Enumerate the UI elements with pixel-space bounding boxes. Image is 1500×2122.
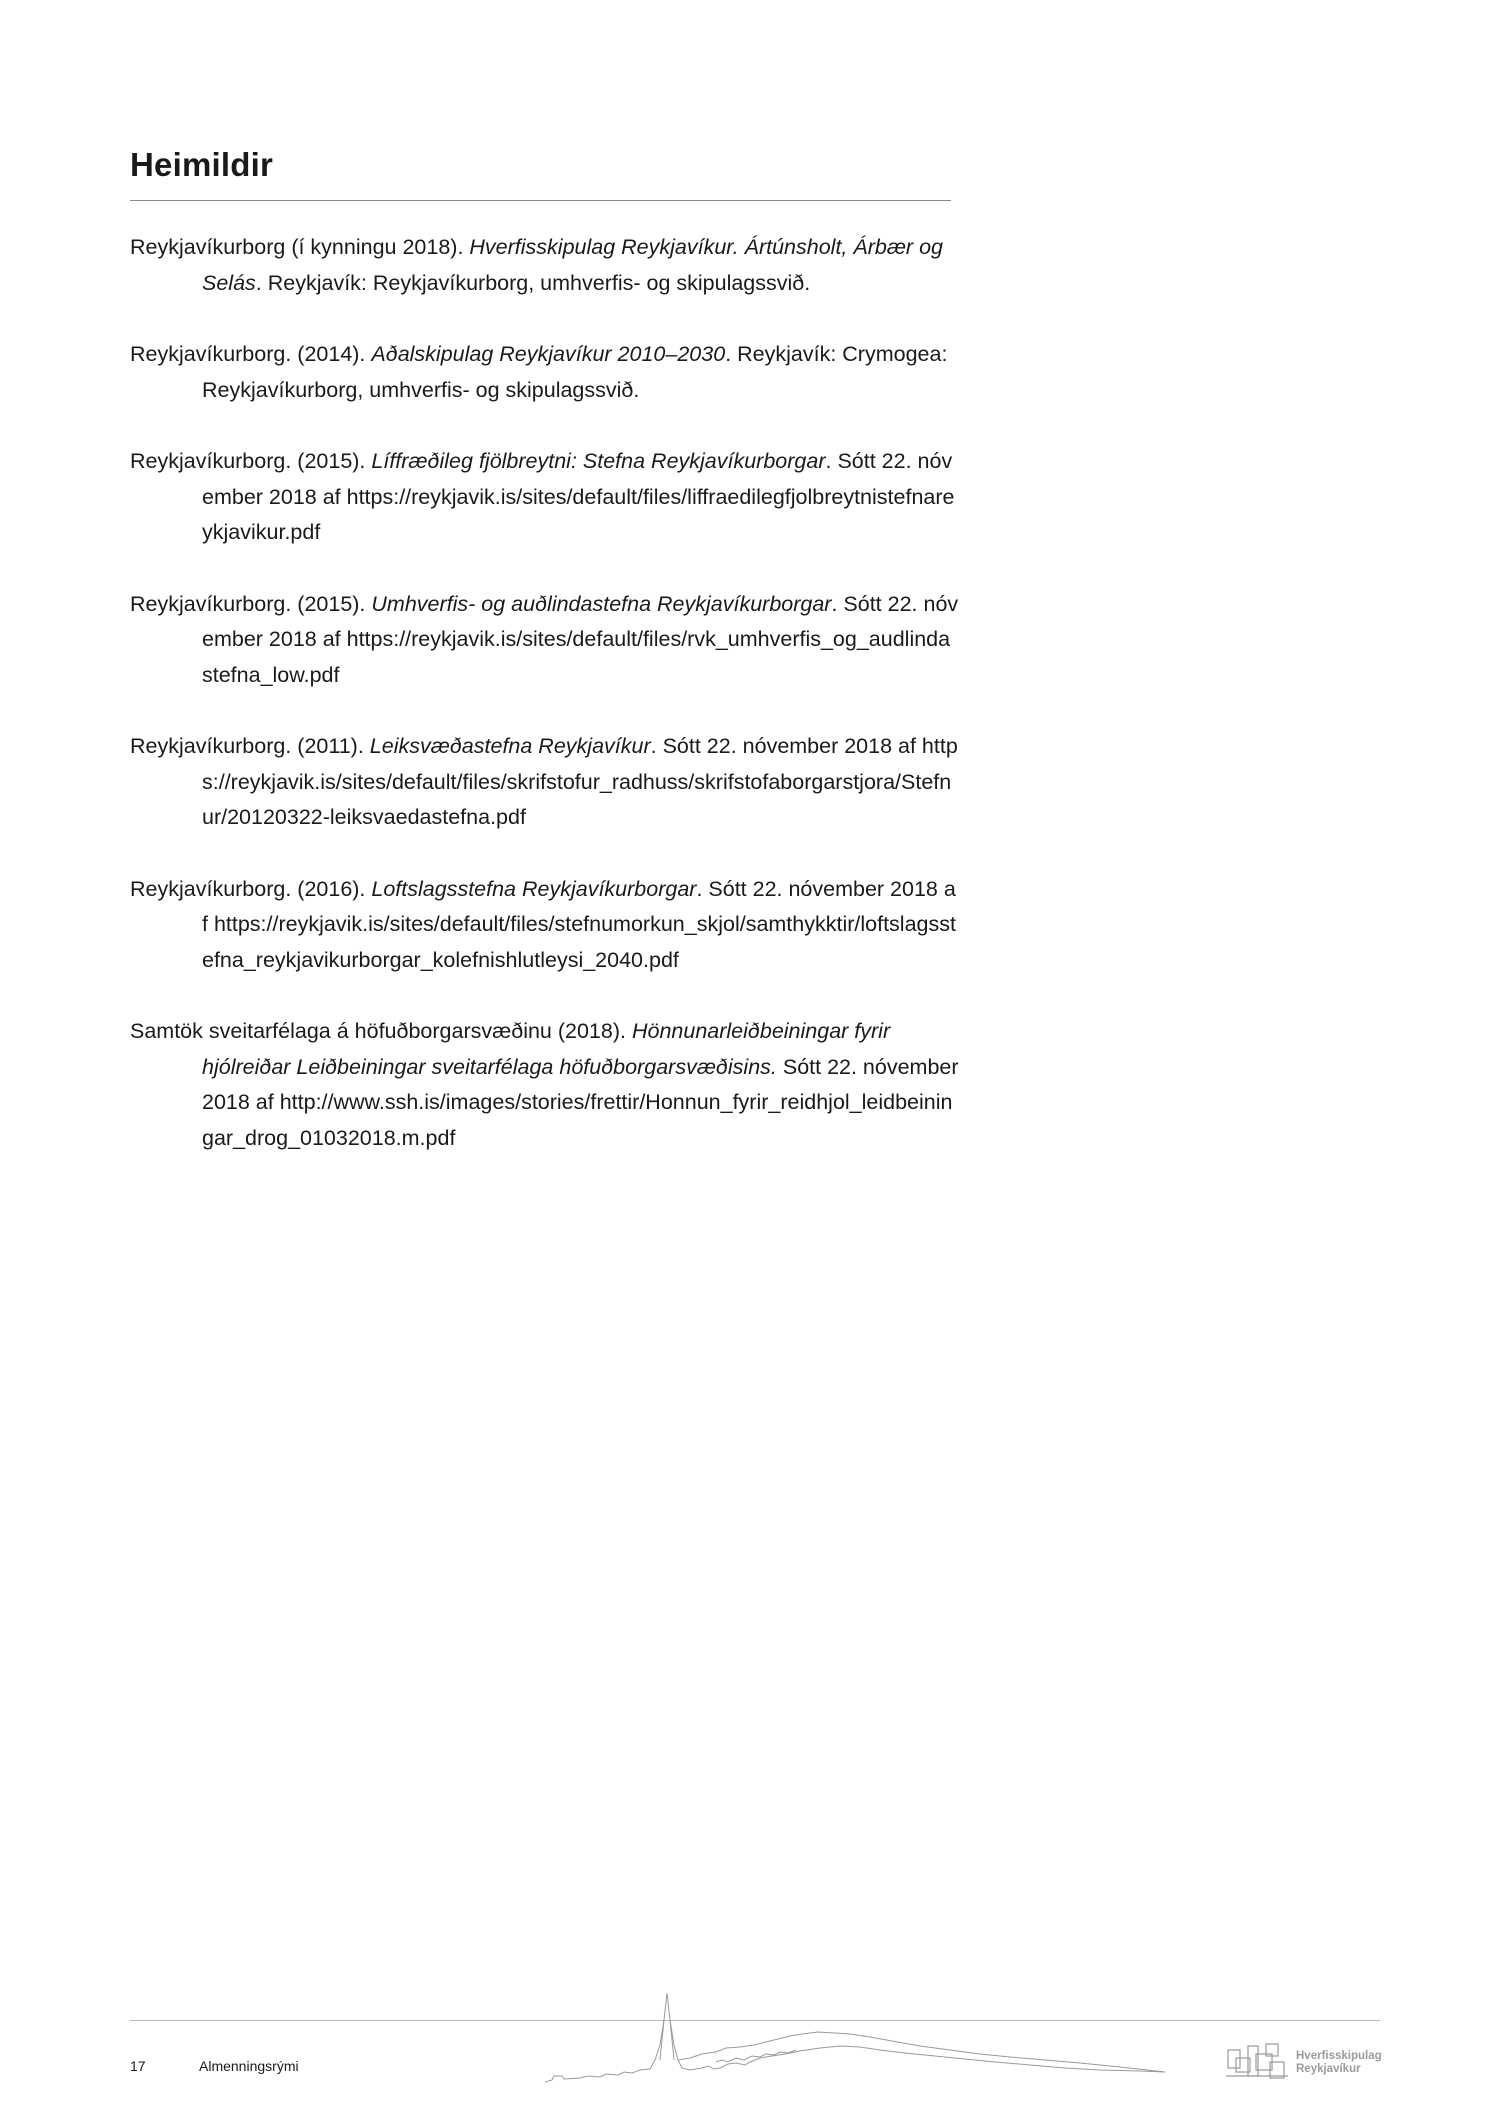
reference-author-year: Samtök sveitarfélaga á höfuðborgarsvæðinu (2018). [130, 1019, 632, 1043]
logo-line-2: Reykjavíkur [1296, 2063, 1361, 2075]
reference-item [130, 729, 960, 836]
section-name: Almenningsrými [199, 2058, 299, 2074]
heading-divider [130, 200, 951, 201]
logo-wordmark [1296, 2050, 1382, 2076]
reference-list [130, 230, 960, 1192]
reference-title: Hönnunarleiðbeiningar fyrir hjólreiðar Leiðbeiningar sveitarfélaga höfuðborgarsvæðisins. [202, 1019, 891, 1079]
reference-item [130, 872, 960, 979]
reference-author-year: Reykjavíkurborg. (2014). [130, 342, 372, 366]
reference-author-year: Reykjavíkurborg. (2015). [130, 449, 372, 473]
reference-source: . Sótt 22. nóvember 2018 af https://reykjavik.is/sites/default/files/rvk_umhverfis_og_audlindastefna_low.pdf [202, 591, 959, 687]
reference-title: Líffræðileg fjölbreytni: Stefna Reykjavíkurborgar [371, 449, 826, 473]
reference-item [130, 587, 960, 694]
reference-source: . Reykjavík: Crymogea: Reykjavíkurborg, umhverfis- og skipulagssvið. [202, 342, 948, 402]
skyline-icon [540, 1990, 1170, 2090]
page-number: 17 [130, 2058, 146, 2074]
reference-source: . Reykjavík: Reykjavíkurborg, umhverfis- og skipulagssvið. [255, 270, 811, 295]
reference-item [130, 1014, 960, 1156]
reference-title: Leiksvæðastefna Reykjavíkur [369, 734, 651, 758]
reference-title: Hverfisskipulag Reykjavíkur. Ártúnsholt, Árbær og Selás [202, 235, 943, 295]
reference-source: . Sótt 22. nóvember 2018 af https://reykjavik.is/sites/default/files/stefnumorkun_skjol/samthykktir/loftslagsstefna_reykjavikurborgar_kolefnishlutleysi_2040.pdf [202, 876, 956, 972]
hverfisskipulag-logo [1226, 2040, 1386, 2082]
reference-source: Sótt 22. nóvember 2018 af http://www.ssh.is/images/stories/frettir/Honnun_fyrir_reidhjol_leidbeiningar_drog_01032018.m.pdf [202, 1054, 959, 1150]
reference-title: Loftslagsstefna Reykjavíkurborgar [371, 876, 697, 901]
reference-item [130, 444, 960, 551]
logo-line-1: Hverfisskipulag [1296, 2050, 1382, 2062]
page-heading: Heimildir [130, 146, 274, 183]
reference-author-year: Reykjavíkurborg. (2016). [130, 876, 372, 901]
reference-author-year: Reykjavíkurborg. (2011). [130, 734, 370, 758]
reference-source: . Sótt 22. nóvember 2018 af https://reykjavik.is/sites/default/files/liffraedilegfjolbreytnistefnareykjavikur.pdf [202, 449, 955, 544]
reykjavik-neighbourhood-plan-logo-icon [1226, 2040, 1290, 2082]
reference-author-year: Reykjavíkurborg. (2015). [130, 591, 372, 616]
reference-author-year: Reykjavíkurborg (í kynningu 2018). [130, 235, 470, 259]
reference-title: Aðalskipulag Reykjavíkur 2010–2030 [371, 342, 726, 366]
reference-source: . Sótt 22. nóvember 2018 af https://reykjavik.is/sites/default/files/skrifstofur_radhuss/skrifstofaborgarstjora/Stefnur/20120322-leiksvaedastefna.pdf [202, 734, 958, 829]
reference-item [130, 230, 960, 301]
reference-item [130, 337, 960, 408]
reference-title: Umhverfis- og auðlindastefna Reykjavíkurborgar [371, 591, 832, 616]
